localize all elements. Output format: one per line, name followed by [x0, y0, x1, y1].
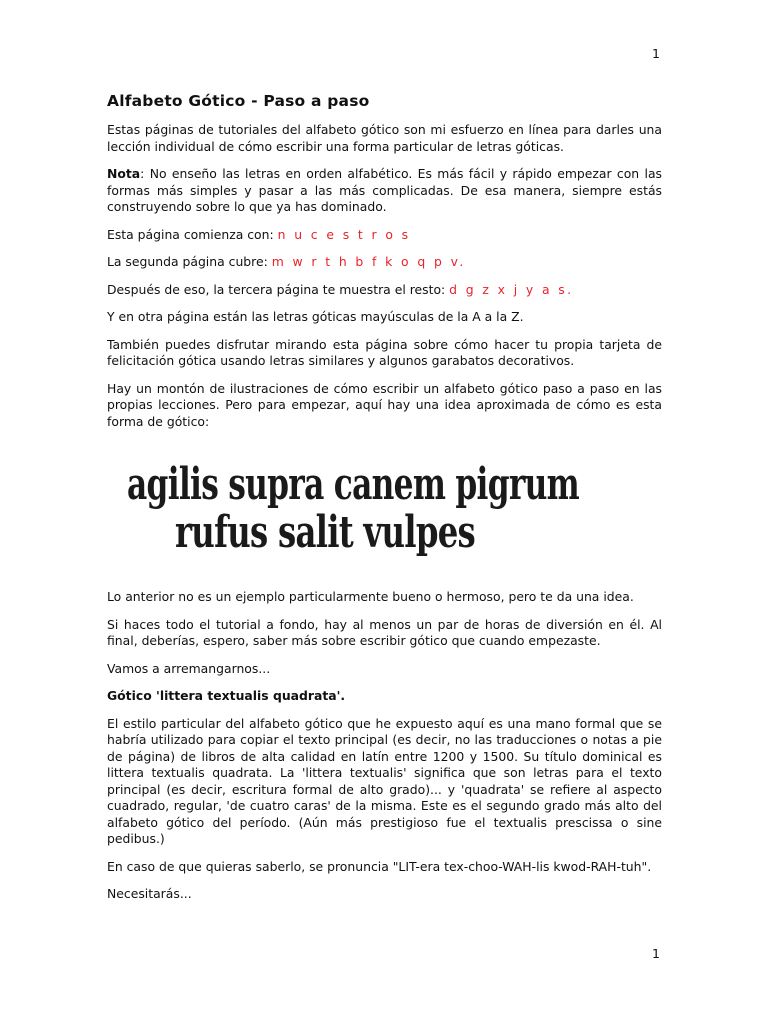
- note-paragraph: [107, 166, 662, 216]
- need-paragraph: Necesitarás...: [107, 886, 192, 901]
- note-text: : No enseño las letras en orden alfabético. Es más fácil y rápido empezar con las formas más simples y pasar a las más complicadas. De esa manera, siempre estás construyendo sobre lo que ya has dominado.: [107, 166, 662, 214]
- gothic-sample-svg: [107, 441, 662, 589]
- page-number-top: 1: [652, 46, 660, 61]
- third-page-paragraph: [107, 282, 662, 299]
- page-number-bottom: 1: [652, 946, 660, 961]
- first-page-paragraph: [107, 227, 662, 244]
- page-title: Alfabeto Gótico - Paso a paso: [107, 92, 370, 110]
- style-paragraph: El estilo particular del alfabeto gótico que he expuesto aquí es una mano formal que se habría utilizado para copiar el texto principal (es decir, no las traducciones o notas a pie de página) de libros de alta calidad en latín entre 1200 y 1500. Su título dominical es littera textualis quadrata. La 'littera textualis' significa que son letras para el texto principal (es decir, escritura formal de alto grado)... y 'quadrata' se refiere al aspecto cuadrado, regular, 'de cuatro caras' de la misma. Este es el segundo grado más alto del alfabeto gótico del período. (Aún más prestigioso fue el textualis prescissa o sine pedibus.): [107, 715, 662, 846]
- subheading: [107, 688, 662, 705]
- intro-paragraph: Estas páginas de tutoriales del alfabeto gótico son mi esfuerzo en línea para darles una lección individual de cómo escribir una forma particular de letras góticas.: [107, 122, 662, 154]
- rollup-paragraph: Vamos a arremangarnos...: [107, 660, 271, 676]
- first-page-text: Esta página comienza con:: [107, 226, 278, 242]
- after-sample-paragraph: Lo anterior no es un ejemplo particularmente bueno o hermoso, pero te da una idea.: [107, 589, 634, 604]
- third-page-text: Después de eso, la tercera página te muestra el resto:: [107, 281, 450, 297]
- uppercase-paragraph: Y en otra página están las letras góticas mayúsculas de la A a la Z.: [107, 309, 524, 324]
- pronunciation-paragraph: En caso de que quieras saberlo, se pronuncia "LIT-era tex-choo-WAH-lis kwod-RAH-tuh".: [107, 858, 652, 874]
- card-paragraph: También puedes disfrutar mirando esta página sobre cómo hacer tu propia tarjeta de felicitación gótica usando letras similares y algunos garabatos decorativos.: [107, 336, 662, 368]
- note-label: Nota: [107, 166, 141, 181]
- gothic-sample-image: [107, 441, 662, 589]
- third-page-letters: d g z x j y a s.: [449, 281, 574, 297]
- gothic-sample-line-1: agilis supra canem pigrum: [127, 459, 580, 510]
- illustrations-paragraph: Hay un montón de ilustraciones de cómo escribir un alfabeto gótico paso a paso en las propias lecciones. Pero para empezar, aquí hay una idea aproximada de cómo es esta forma de gótico:: [107, 380, 662, 429]
- tutorial-paragraph: Si haces todo el tutorial a fondo, hay al menos un par de horas de diversión en él. Al final, deberías, espero, saber más sobre escribir gótico que cuando empezaste.: [107, 616, 662, 648]
- second-page-letters: m w r t h b f k o q p v.: [271, 254, 466, 269]
- first-page-letters: n u c e s t r o s: [277, 226, 411, 242]
- subheading-text: Gótico 'littera textualis quadrata'.: [107, 688, 346, 703]
- second-page-text: La segunda página cubre:: [107, 254, 272, 269]
- page-content: [107, 92, 662, 914]
- second-page-paragraph: [107, 254, 662, 271]
- gothic-sample-line-2: rufus salit vulpes: [175, 507, 475, 558]
